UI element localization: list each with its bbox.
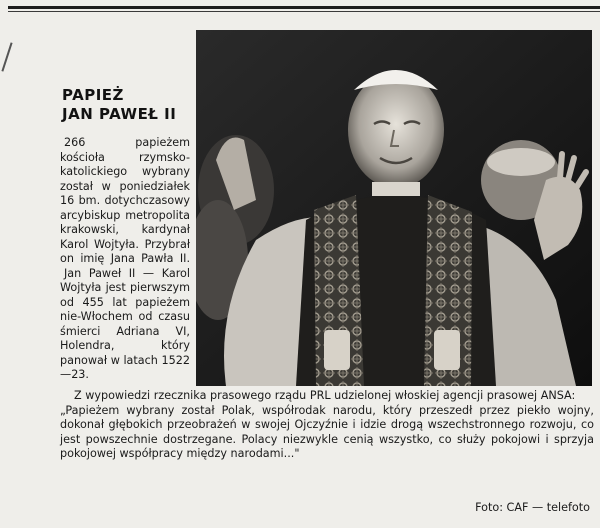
headline-line-2: JAN PAWEŁ II [62, 105, 177, 123]
top-rule-thin [8, 11, 600, 12]
column-paragraph-2: Jan Paweł II — Karol Wojtyła jest pierwszym od 455 lat papieżem nie-Włochem od czasu śmierci Adriana VI, Holendra, który panował w latach 1522—23. [60, 266, 190, 381]
photo-illustration [196, 30, 592, 386]
photo-credit: Foto: CAF — telefoto [475, 501, 590, 514]
margin-mark [1, 42, 12, 71]
ansa-intro: Z wypowiedzi rzecznika prasowego rządu PRL udzielonej włoskiej agencji prasowej ANSA: [74, 389, 576, 402]
headline-line-1: PAPIEŻ [62, 86, 124, 104]
headline [62, 86, 202, 124]
government-quote: „Papieżem wybrany został Polak, współrodak narodu, który przeszedł przez piekło wojny, dokonał głębokich przeobrażeń w swojej Ojczyźnie i idzie drogą wszechstronnego rozwoju, co jest powszechnie dostrzegane. Polacy niezwykle cenią wszystko, co służy pokojowi i sprzyja pokojowej współpracy między narodami..." [60, 403, 594, 460]
top-rule [8, 6, 600, 9]
column-paragraph-1: 266 papieżem kościoła rzymsko-katolickiego wybrany został w poniedziałek 16 bm. dotychczasowy arcybiskup metropolita krakowski, kardynał Karol Wojtyła. Przybrał on imię Jana Pawła II. [60, 136, 190, 265]
pope-photo [196, 30, 592, 386]
column-text [60, 136, 190, 383]
wide-text [60, 389, 594, 462]
